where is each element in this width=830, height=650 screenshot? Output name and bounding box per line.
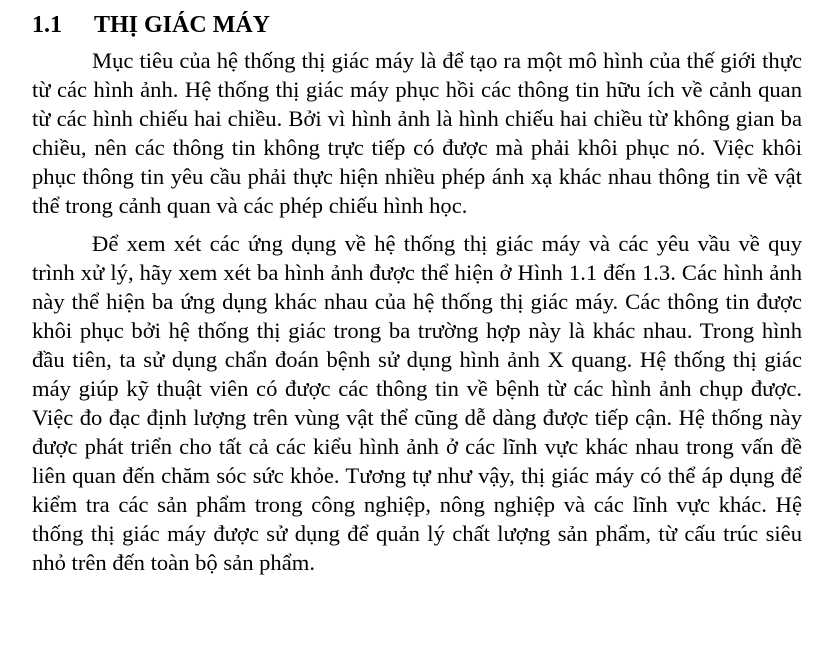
section-number: 1.1 [32,12,62,38]
paragraph-2: Để xem xét các ứng dụng về hệ thống thị giác máy và các yêu vầu về quy trình xử lý, hãy xem xét ba hình ảnh được thể hiện ở Hình 1.1 đến 1.3. Các hình ảnh này thể hiện ba ứng dụng khác nhau của hệ thống thị giác máy. Các thông tin được khôi phục bởi hệ thống thị giác trong ba trường hợp này là khác nhau. Trong hình đầu tiên, ta sử dụng chẩn đoán bệnh sử dụng hình ảnh X quang. Hệ thống thị giác máy giúp kỹ thuật viên có được các thông tin về bệnh từ các hình ảnh chụp được. Việc đo đạc định lượng trên vùng vật thể cũng dễ dàng được tiếp cận. Hệ thống này được phát triển cho tất cả các kiểu hình ảnh ở các lĩnh vực khác nhau trong vấn đề liên quan đến chăm sóc sức khỏe. Tương tự như vậy, thị giác máy có thể áp dụng để kiểm tra các sản phẩm trong công nghiệp, nông nghiệp và các lĩnh vực khác. Hệ thống thị giác máy được sử dụng để quản lý chất lượng sản phẩm, từ cấu trúc siêu nhỏ trên đến toàn bộ sản phẩm. [32,231,802,575]
section-title: THỊ GIÁC MÁY [94,12,271,38]
document-page [32,8,802,577]
section-heading [32,8,802,42]
paragraph-1: Mục tiêu của hệ thống thị giác máy là để tạo ra một mô hình của thế giới thực từ các hình ảnh. Hệ thống thị giác máy phục hồi các thông tin hữu ích về cảnh quan từ các hình chiếu hai chiều. Bởi vì hình ảnh là hình chiếu hai chiều từ không gian ba chiều, nên các thông tin không trực tiếp có được mà phải khôi phục nó. Việc khôi phục thông tin yêu cầu phải thực hiện nhiều phép ánh xạ khác nhau thông tin về vật thể trong cảnh quan và các phép chiếu hình học. [32,48,802,218]
